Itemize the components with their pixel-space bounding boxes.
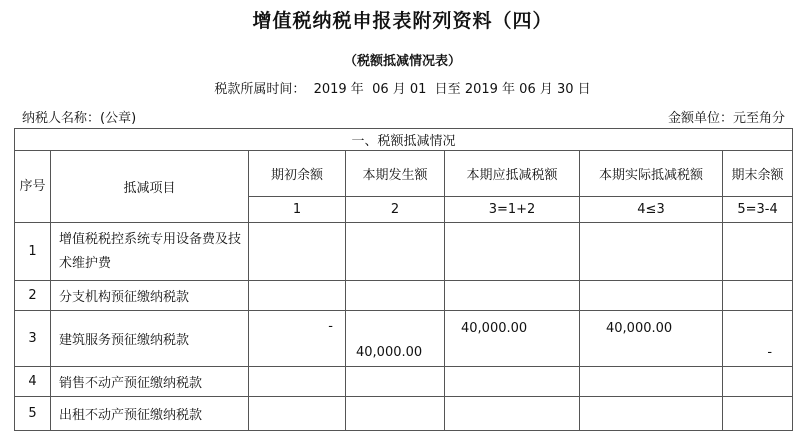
column-header-ending: 期末余额 [723, 151, 793, 197]
opening-balance-cell[interactable] [249, 397, 346, 431]
column-index: 3=1+2 [445, 197, 580, 223]
current-amount-cell[interactable] [346, 397, 445, 431]
deduction-table [14, 128, 793, 431]
table-row [15, 367, 793, 397]
row-item: 销售不动产预征缴纳税款 [51, 367, 249, 397]
row-seq: 4 [15, 367, 51, 397]
table-row [15, 223, 793, 281]
current-amount-cell[interactable] [346, 311, 445, 367]
deductible-tax-value: 40,000.00 [461, 321, 528, 336]
row-item: 出租不动产预征缴纳税款 [51, 397, 249, 431]
ending-balance-cell[interactable] [723, 367, 793, 397]
column-index: 1 [249, 197, 346, 223]
actual-deducted-cell[interactable] [580, 223, 723, 281]
row-item: 建筑服务预征缴纳税款 [51, 311, 249, 367]
row-seq: 5 [15, 397, 51, 431]
tax-period: 税款所属时间： 2019 年 06 月 01 日至 2019 年 06 月 30 日 [214, 82, 591, 97]
column-index: 4≤3 [580, 197, 723, 223]
column-header-deductible: 本期应抵减税额 [445, 151, 580, 197]
ending-balance-cell[interactable] [723, 223, 793, 281]
deductible-tax-cell[interactable] [445, 223, 580, 281]
ending-balance-cell[interactable] [723, 281, 793, 311]
ending-balance-cell[interactable] [723, 311, 793, 367]
opening-balance-cell[interactable] [249, 311, 346, 367]
actual-deducted-cell[interactable] [580, 281, 723, 311]
taxpayer-name-label: 纳税人名称：(公章) [22, 111, 137, 126]
opening-balance-cell[interactable] [249, 223, 346, 281]
deductible-tax-cell[interactable] [445, 367, 580, 397]
current-amount-cell[interactable] [346, 367, 445, 397]
actual-deducted-value: 40,000.00 [606, 321, 673, 336]
row-item: 分支机构预征缴纳税款 [51, 281, 249, 311]
opening-balance-cell[interactable] [249, 367, 346, 397]
column-header-actual: 本期实际抵减税额 [580, 151, 723, 197]
row-seq: 2 [15, 281, 51, 311]
column-header-item: 抵减项目 [51, 151, 249, 223]
current-amount-cell[interactable] [346, 223, 445, 281]
table-row [15, 397, 793, 431]
row-seq: 1 [15, 223, 51, 281]
section-header: 一、税额抵减情况 [15, 129, 793, 151]
opening-balance-cell[interactable] [249, 281, 346, 311]
deductible-tax-cell[interactable] [445, 311, 580, 367]
opening-balance-value: - [328, 319, 333, 334]
row-item: 增值税税控系统专用设备费及技术维护费 [51, 223, 249, 281]
row-seq: 3 [15, 311, 51, 367]
deductible-tax-cell[interactable] [445, 281, 580, 311]
deductible-tax-cell[interactable] [445, 397, 580, 431]
ending-balance-cell[interactable] [723, 397, 793, 431]
column-header-seq: 序号 [15, 151, 51, 223]
column-header-current: 本期发生额 [346, 151, 445, 197]
table-row [15, 281, 793, 311]
column-header-opening: 期初余额 [249, 151, 346, 197]
table-row [15, 311, 793, 367]
actual-deducted-cell[interactable] [580, 311, 723, 367]
column-index: 5=3-4 [723, 197, 793, 223]
actual-deducted-cell[interactable] [580, 367, 723, 397]
actual-deducted-cell[interactable] [580, 397, 723, 431]
ending-balance-value: - [767, 345, 773, 360]
column-index: 2 [346, 197, 445, 223]
current-amount-value: 40,000.00 [356, 345, 423, 360]
page-subtitle: （税额抵减情况表） [343, 54, 461, 69]
amount-unit-label: 金额单位：元至角分 [667, 111, 785, 126]
current-amount-cell[interactable] [346, 281, 445, 311]
page-title: 增值税纳税申报表附列资料（四） [252, 10, 553, 32]
